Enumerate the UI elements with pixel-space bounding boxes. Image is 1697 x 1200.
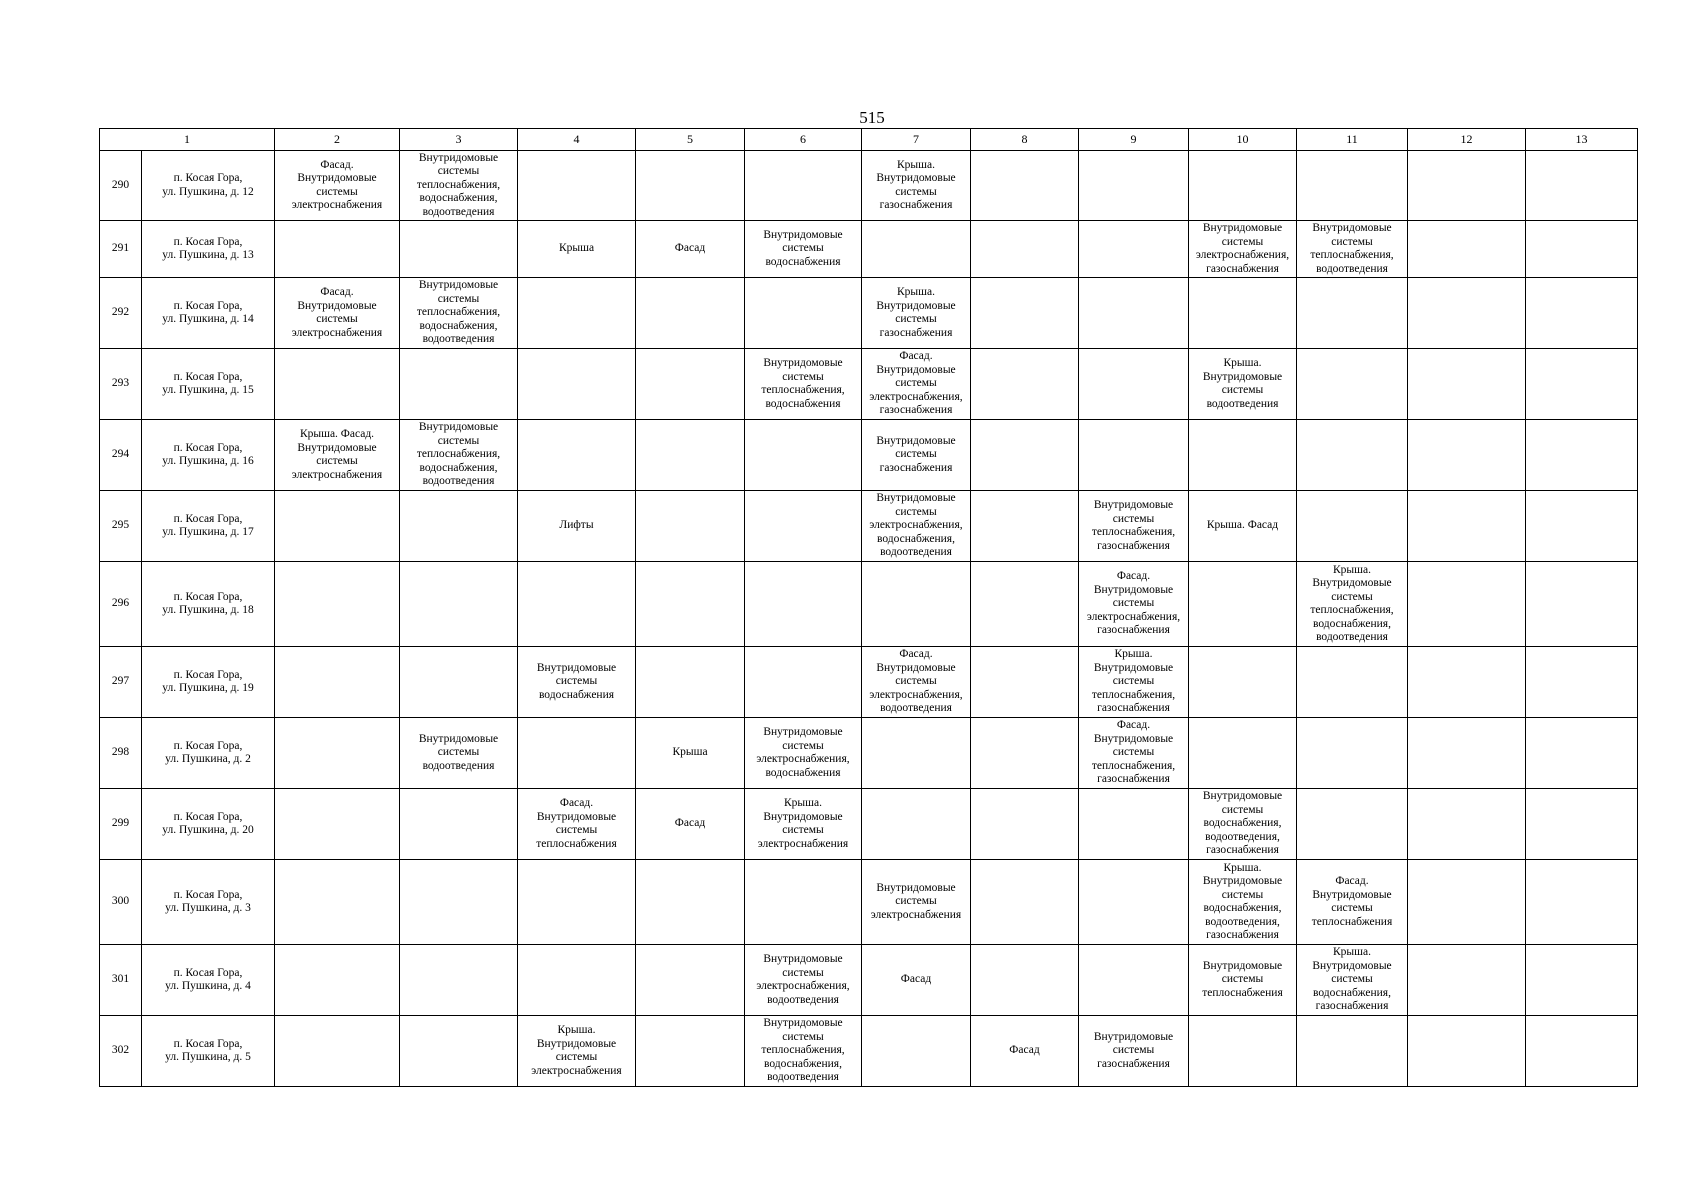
work-cell xyxy=(400,491,518,562)
work-cell: Крыша. Фасад. Внутридомовые системы электроснабжения xyxy=(275,420,400,491)
work-cell xyxy=(1526,789,1638,860)
work-cell xyxy=(1526,860,1638,945)
work-cell xyxy=(862,562,971,647)
column-header: 3 xyxy=(400,129,518,151)
work-cell xyxy=(1408,278,1526,349)
work-cell xyxy=(745,860,862,945)
work-cell xyxy=(1189,278,1297,349)
work-cell: Крыша. Внутридомовые системы теплоснабжения, газоснабжения xyxy=(1079,647,1189,718)
work-cell xyxy=(400,1016,518,1087)
column-header: 10 xyxy=(1189,129,1297,151)
column-header: 2 xyxy=(275,129,400,151)
work-cell: Внутридомовые системы электроснабжения, водоснабжения, водоотведения xyxy=(862,491,971,562)
work-cell xyxy=(1079,349,1189,420)
work-cell xyxy=(400,860,518,945)
work-cell xyxy=(1526,278,1638,349)
work-cell: Крыша. Внутридомовые системы электроснабжения xyxy=(518,1016,636,1087)
work-cell xyxy=(518,945,636,1016)
table-row xyxy=(100,562,1638,647)
work-cell xyxy=(1408,221,1526,278)
work-cell xyxy=(275,221,400,278)
address-cell: п. Косая Гора, ул. Пушкина, д. 15 xyxy=(142,349,275,420)
row-number: 294 xyxy=(100,420,142,491)
work-cell: Крыша. Внутридомовые системы водоснабжения, водоотведения, газоснабжения xyxy=(1189,860,1297,945)
row-number: 290 xyxy=(100,151,142,221)
work-cell xyxy=(275,945,400,1016)
address-cell: п. Косая Гора, ул. Пушкина, д. 16 xyxy=(142,420,275,491)
table-row xyxy=(100,349,1638,420)
work-cell: Внутридомовые системы теплоснабжения, водоснабжения, водоотведения xyxy=(400,420,518,491)
work-cell: Внутридомовые системы газоснабжения xyxy=(1079,1016,1189,1087)
work-cell xyxy=(518,278,636,349)
work-cell: Внутридомовые системы теплоснабжения, водоснабжения xyxy=(745,349,862,420)
work-cell xyxy=(518,349,636,420)
address-cell: п. Косая Гора, ул. Пушкина, д. 4 xyxy=(142,945,275,1016)
work-cell xyxy=(1408,151,1526,221)
address-cell: п. Косая Гора, ул. Пушкина, д. 2 xyxy=(142,718,275,789)
table-row xyxy=(100,491,1638,562)
work-cell xyxy=(1079,945,1189,1016)
work-cell xyxy=(1297,789,1408,860)
work-cell xyxy=(971,860,1079,945)
work-cell xyxy=(518,562,636,647)
column-header: 8 xyxy=(971,129,1079,151)
work-cell xyxy=(1189,562,1297,647)
work-cell: Крыша. Внутридомовые системы водоотведения xyxy=(1189,349,1297,420)
work-cell xyxy=(971,789,1079,860)
work-cell: Внутридомовые системы водоотведения xyxy=(400,718,518,789)
work-cell xyxy=(745,151,862,221)
work-cell: Внутридомовые системы электроснабжения, газоснабжения xyxy=(1189,221,1297,278)
work-cell: Внутридомовые системы теплоснабжения, водоснабжения, водоотведения xyxy=(400,278,518,349)
work-cell: Крыша. Внутридомовые системы водоснабжения, газоснабжения xyxy=(1297,945,1408,1016)
work-cell xyxy=(1408,349,1526,420)
work-cell xyxy=(636,860,745,945)
work-cell xyxy=(1189,420,1297,491)
work-cell xyxy=(1526,945,1638,1016)
column-header: 4 xyxy=(518,129,636,151)
work-cell: Фасад. Внутридомовые системы электроснабжения, газоснабжения xyxy=(1079,562,1189,647)
column-header: 13 xyxy=(1526,129,1638,151)
work-cell xyxy=(275,349,400,420)
address-cell: п. Косая Гора, ул. Пушкина, д. 19 xyxy=(142,647,275,718)
work-cell xyxy=(636,420,745,491)
work-cell: Внутридомовые системы теплоснабжения xyxy=(1189,945,1297,1016)
work-cell xyxy=(1526,221,1638,278)
work-cell xyxy=(971,349,1079,420)
work-cell xyxy=(1526,491,1638,562)
work-cell xyxy=(745,278,862,349)
work-cell xyxy=(971,420,1079,491)
work-cell xyxy=(971,647,1079,718)
work-cell xyxy=(1189,1016,1297,1087)
work-cell xyxy=(1079,420,1189,491)
work-cell: Внутридомовые системы теплоснабжения, газоснабжения xyxy=(1079,491,1189,562)
address-cell: п. Косая Гора, ул. Пушкина, д. 18 xyxy=(142,562,275,647)
address-cell: п. Косая Гора, ул. Пушкина, д. 20 xyxy=(142,789,275,860)
work-cell xyxy=(1408,491,1526,562)
work-cell xyxy=(745,647,862,718)
work-cell xyxy=(1408,945,1526,1016)
address-cell: п. Косая Гора, ул. Пушкина, д. 17 xyxy=(142,491,275,562)
work-cell xyxy=(1526,718,1638,789)
work-cell: Крыша xyxy=(636,718,745,789)
work-cell xyxy=(275,647,400,718)
work-cell xyxy=(400,789,518,860)
table-row xyxy=(100,278,1638,349)
work-cell xyxy=(1526,151,1638,221)
work-cell: Внутридомовые системы водоснабжения, водоотведения, газоснабжения xyxy=(1189,789,1297,860)
work-cell: Фасад. Внутридомовые системы электроснабжения, газоснабжения xyxy=(862,349,971,420)
work-cell xyxy=(518,718,636,789)
address-cell: п. Косая Гора, ул. Пушкина, д. 13 xyxy=(142,221,275,278)
work-cell xyxy=(1526,562,1638,647)
work-cell: Фасад. Внутридомовые системы теплоснабжения, газоснабжения xyxy=(1079,718,1189,789)
work-cell xyxy=(971,151,1079,221)
work-cell: Внутридомовые системы водоснабжения xyxy=(518,647,636,718)
work-cell xyxy=(400,562,518,647)
column-header: 9 xyxy=(1079,129,1189,151)
work-cell xyxy=(636,278,745,349)
address-cell: п. Косая Гора, ул. Пушкина, д. 3 xyxy=(142,860,275,945)
row-number: 291 xyxy=(100,221,142,278)
row-number: 301 xyxy=(100,945,142,1016)
work-cell xyxy=(636,945,745,1016)
table-row xyxy=(100,718,1638,789)
work-cell xyxy=(971,221,1079,278)
work-cell: Фасад. Внутридомовые системы электроснабжения xyxy=(275,278,400,349)
work-cell: Фасад. Внутридомовые системы теплоснабжения xyxy=(1297,860,1408,945)
work-cell xyxy=(636,151,745,221)
row-number: 296 xyxy=(100,562,142,647)
work-cell: Крыша xyxy=(518,221,636,278)
work-cell xyxy=(1526,349,1638,420)
column-header: 1 xyxy=(100,129,275,151)
work-cell xyxy=(971,718,1079,789)
column-header: 5 xyxy=(636,129,745,151)
work-cell: Крыша. Внутридомовые системы газоснабжения xyxy=(862,151,971,221)
work-cell xyxy=(1408,860,1526,945)
work-cell xyxy=(1079,860,1189,945)
work-cell xyxy=(1297,278,1408,349)
work-cell xyxy=(400,221,518,278)
repair-schedule-table xyxy=(99,128,1638,1087)
row-number: 293 xyxy=(100,349,142,420)
work-cell: Крыша. Внутридомовые системы электроснабжения xyxy=(745,789,862,860)
work-cell: Лифты xyxy=(518,491,636,562)
work-cell xyxy=(1526,420,1638,491)
work-cell xyxy=(1079,221,1189,278)
work-cell xyxy=(1189,718,1297,789)
table-row xyxy=(100,1016,1638,1087)
work-cell xyxy=(862,1016,971,1087)
row-number: 297 xyxy=(100,647,142,718)
work-cell xyxy=(745,491,862,562)
work-cell: Внутридомовые системы газоснабжения xyxy=(862,420,971,491)
row-number: 300 xyxy=(100,860,142,945)
work-cell xyxy=(275,860,400,945)
work-cell xyxy=(275,1016,400,1087)
work-cell xyxy=(1297,1016,1408,1087)
work-cell: Фасад. Внутридомовые системы электроснабжения, водоотведения xyxy=(862,647,971,718)
work-cell xyxy=(1079,789,1189,860)
work-cell: Крыша. Внутридомовые системы газоснабжения xyxy=(862,278,971,349)
table-row xyxy=(100,420,1638,491)
work-cell xyxy=(971,562,1079,647)
row-number: 295 xyxy=(100,491,142,562)
work-cell xyxy=(518,860,636,945)
work-cell xyxy=(1408,647,1526,718)
work-cell xyxy=(1297,151,1408,221)
work-cell: Фасад. Внутридомовые системы электроснабжения xyxy=(275,151,400,221)
address-cell: п. Косая Гора, ул. Пушкина, д. 12 xyxy=(142,151,275,221)
column-header: 6 xyxy=(745,129,862,151)
work-cell xyxy=(1408,1016,1526,1087)
row-number: 298 xyxy=(100,718,142,789)
table-row xyxy=(100,221,1638,278)
work-cell xyxy=(636,647,745,718)
work-cell: Фасад xyxy=(636,789,745,860)
work-cell xyxy=(275,789,400,860)
row-number: 299 xyxy=(100,789,142,860)
work-cell: Внутридомовые системы электроснабжения, водоотведения xyxy=(745,945,862,1016)
work-cell xyxy=(1526,1016,1638,1087)
work-cell xyxy=(636,349,745,420)
work-cell xyxy=(971,278,1079,349)
work-cell xyxy=(971,945,1079,1016)
table-row xyxy=(100,945,1638,1016)
work-cell xyxy=(400,349,518,420)
work-cell xyxy=(862,789,971,860)
work-cell: Фасад xyxy=(862,945,971,1016)
work-cell: Внутридомовые системы электроснабжения, водоснабжения xyxy=(745,718,862,789)
work-cell xyxy=(745,562,862,647)
work-cell xyxy=(1297,349,1408,420)
work-cell: Внутридомовые системы теплоснабжения, водоотведения xyxy=(1297,221,1408,278)
table-row xyxy=(100,647,1638,718)
row-number: 292 xyxy=(100,278,142,349)
work-cell xyxy=(1297,491,1408,562)
work-cell xyxy=(1408,718,1526,789)
work-cell xyxy=(862,221,971,278)
address-cell: п. Косая Гора, ул. Пушкина, д. 5 xyxy=(142,1016,275,1087)
work-cell xyxy=(1297,647,1408,718)
header-row xyxy=(100,129,1638,151)
work-cell: Фасад xyxy=(971,1016,1079,1087)
work-cell xyxy=(862,718,971,789)
work-cell xyxy=(745,420,862,491)
work-cell xyxy=(1297,718,1408,789)
work-cell xyxy=(1189,151,1297,221)
work-cell xyxy=(518,420,636,491)
work-cell xyxy=(400,647,518,718)
work-cell xyxy=(1408,562,1526,647)
work-cell: Фасад. Внутридомовые системы теплоснабжения xyxy=(518,789,636,860)
work-cell xyxy=(400,945,518,1016)
work-cell: Фасад xyxy=(636,221,745,278)
work-cell xyxy=(636,562,745,647)
work-cell: Внутридомовые системы теплоснабжения, водоснабжения, водоотведения xyxy=(745,1016,862,1087)
work-cell xyxy=(1408,789,1526,860)
work-cell xyxy=(1079,278,1189,349)
work-cell xyxy=(636,491,745,562)
column-header: 7 xyxy=(862,129,971,151)
work-cell: Крыша. Внутридомовые системы теплоснабжения, водоснабжения, водоотведения xyxy=(1297,562,1408,647)
address-cell: п. Косая Гора, ул. Пушкина, д. 14 xyxy=(142,278,275,349)
table-row xyxy=(100,860,1638,945)
work-cell: Внутридомовые системы электроснабжения xyxy=(862,860,971,945)
work-cell xyxy=(1408,420,1526,491)
table-row xyxy=(100,789,1638,860)
work-cell xyxy=(1079,151,1189,221)
work-cell xyxy=(275,718,400,789)
column-header: 12 xyxy=(1408,129,1526,151)
work-cell xyxy=(1189,647,1297,718)
table-row xyxy=(100,151,1638,221)
work-cell: Крыша. Фасад xyxy=(1189,491,1297,562)
page-number: 515 xyxy=(859,108,885,127)
row-number: 302 xyxy=(100,1016,142,1087)
work-cell xyxy=(275,562,400,647)
work-cell: Внутридомовые системы водоснабжения xyxy=(745,221,862,278)
work-cell xyxy=(1526,647,1638,718)
work-cell: Внутридомовые системы теплоснабжения, водоснабжения, водоотведения xyxy=(400,151,518,221)
work-cell xyxy=(636,1016,745,1087)
work-cell xyxy=(275,491,400,562)
column-header: 11 xyxy=(1297,129,1408,151)
work-cell xyxy=(518,151,636,221)
work-cell xyxy=(1297,420,1408,491)
work-cell xyxy=(971,491,1079,562)
